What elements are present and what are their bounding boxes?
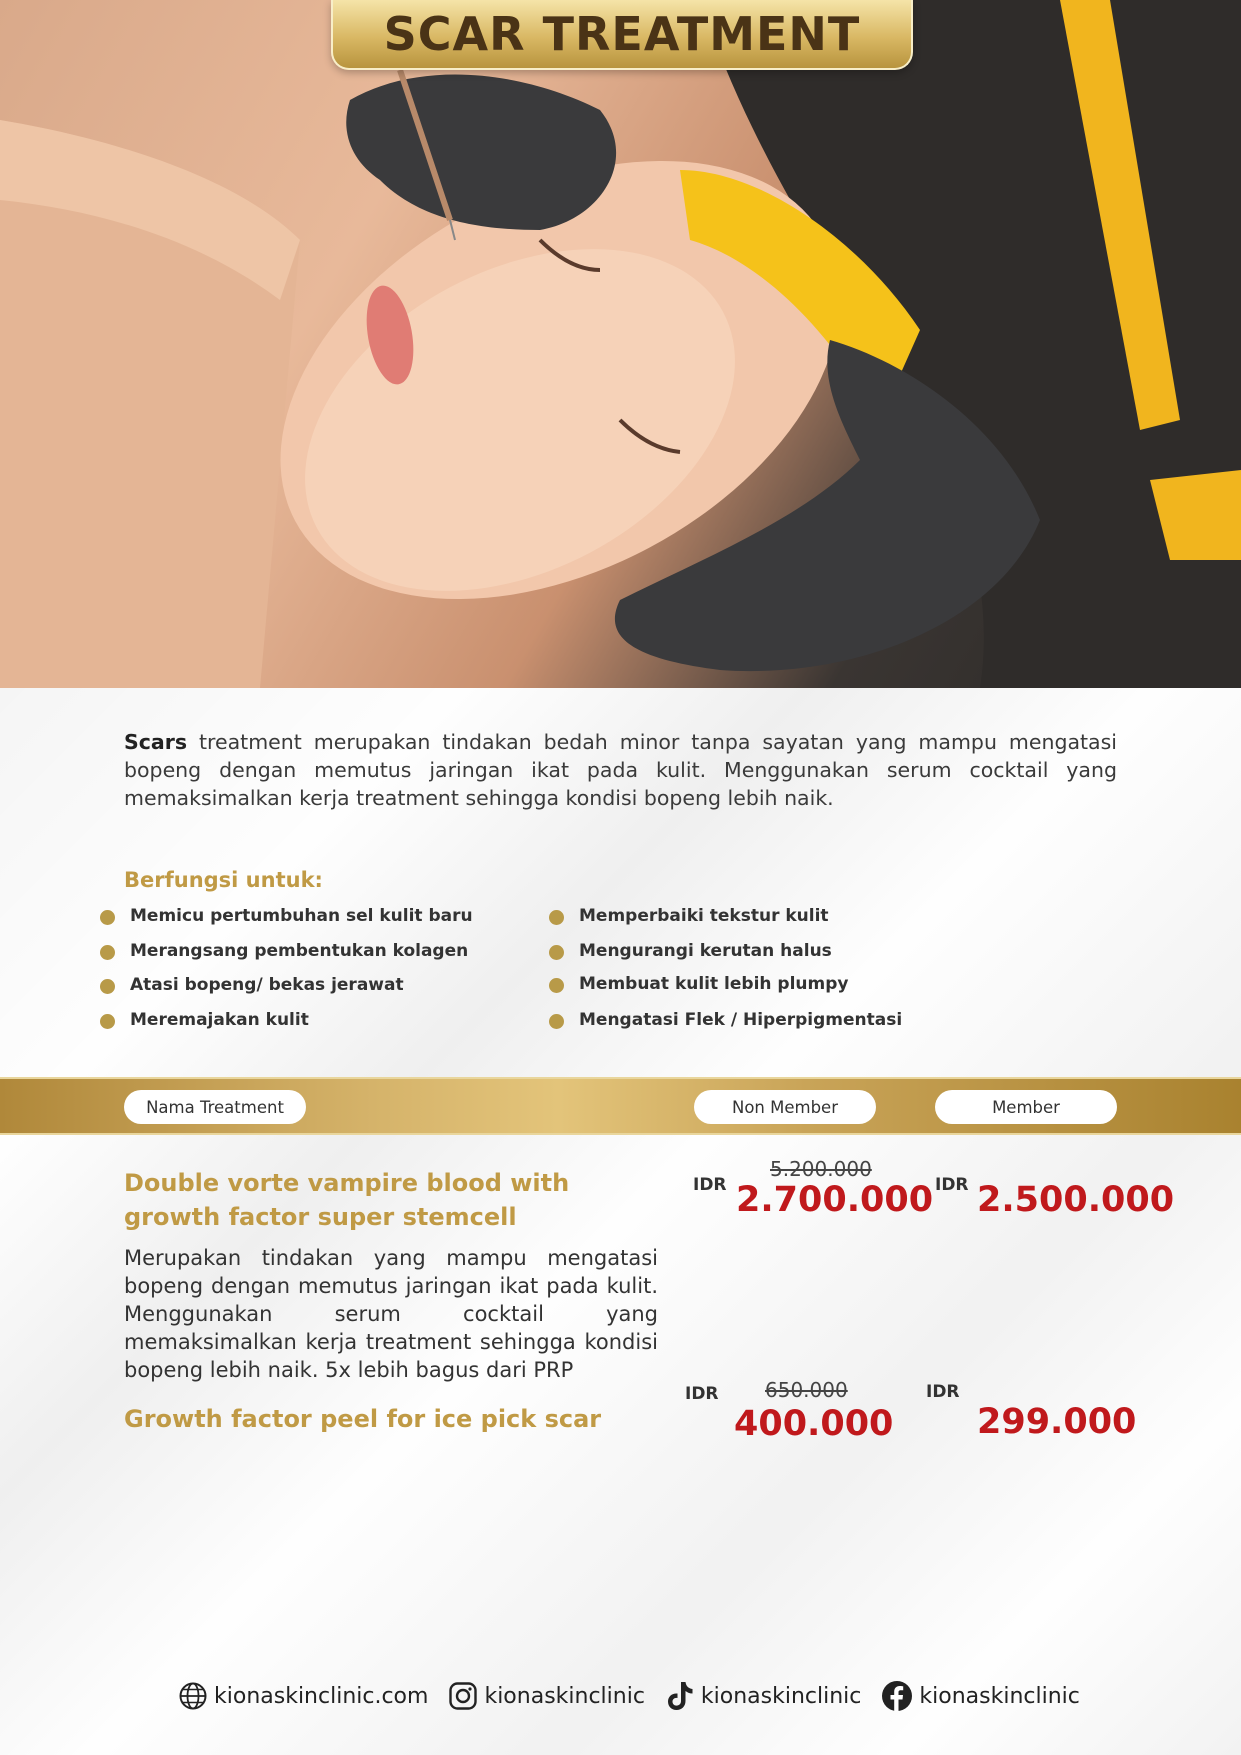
instagram-icon	[448, 1681, 478, 1711]
instagram-text: kionaskinclinic	[484, 1683, 645, 1709]
benefit-item	[549, 941, 902, 974]
non-member-price: 2.700.000	[736, 1180, 934, 1220]
benefit-label: Meremajakan kulit	[130, 1009, 309, 1030]
currency-label: IDR	[935, 1175, 969, 1195]
benefit-item	[100, 975, 473, 1010]
header-treatment-name: Nama Treatment	[124, 1090, 306, 1124]
intro-paragraph	[124, 728, 1117, 812]
intro-lead: Scars	[124, 730, 188, 754]
tiktok-icon	[665, 1680, 695, 1712]
old-price: 650.000	[765, 1378, 848, 1402]
treatment-name-line: Growth factor peel for ice pick scar	[124, 1405, 602, 1433]
non-member-price: 400.000	[734, 1404, 894, 1444]
benefit-label: Merangsang pembentukan kolagen	[130, 940, 469, 961]
page-title: SCAR TREATMENT	[383, 7, 861, 61]
benefit-label: Memicu pertumbuhan sel kulit baru	[130, 906, 473, 926]
benefits-list-right	[549, 906, 902, 1044]
benefit-item	[549, 906, 902, 941]
currency-label: IDR	[926, 1382, 960, 1402]
instagram-link[interactable]	[448, 1681, 644, 1711]
benefit-item	[100, 941, 473, 976]
benefit-item	[100, 1010, 473, 1045]
treatment-name-line: Double vorte vampire blood with	[124, 1169, 570, 1197]
treatment-name	[124, 1402, 601, 1436]
title-banner	[331, 0, 913, 70]
facebook-text: kionaskinclinic	[919, 1683, 1080, 1709]
hero-photo	[0, 0, 1241, 688]
currency-label: IDR	[685, 1384, 719, 1404]
member-price: 2.500.000	[977, 1180, 1175, 1220]
price-table-header	[0, 1077, 1241, 1135]
currency-label: IDR	[693, 1175, 727, 1195]
bullet-icon	[100, 979, 115, 994]
benefit-label: Mengurangi kerutan halus	[579, 940, 832, 961]
tiktok-link[interactable]	[665, 1680, 861, 1712]
bullet-icon	[100, 945, 115, 960]
benefit-label: Atasi bopeng/ bekas jerawat	[130, 975, 404, 995]
old-price: 5.200.000	[770, 1157, 872, 1181]
bullet-icon	[100, 1014, 115, 1029]
footer-contacts	[178, 1678, 1100, 1714]
globe-icon	[178, 1681, 208, 1711]
benefit-item	[549, 1010, 902, 1045]
member-price: 299.000	[977, 1402, 1137, 1442]
website-link[interactable]	[178, 1681, 428, 1711]
facebook-icon	[881, 1680, 913, 1712]
treatment-name-line: growth factor super stemcell	[124, 1203, 517, 1231]
bullet-icon	[549, 910, 564, 925]
bullet-icon	[549, 1014, 564, 1029]
bullet-icon	[100, 910, 115, 925]
bullet-icon	[549, 945, 564, 960]
treatment-photo-illustration	[0, 0, 1241, 688]
bullet-icon	[549, 978, 564, 993]
tiktok-text: kionaskinclinic	[700, 1683, 862, 1709]
benefit-label: Membuat kulit lebih plumpy	[579, 973, 849, 994]
intro-text: treatment merupakan tindakan bedah minor tanpa sayatan yang mampu mengatasi bopeng dengan memutus jaringan ikat pada kulit. Menggunakan serum cocktail yang memaksimalkan kerja treatment sehingga kondisi bopeng lebih naik.	[124, 730, 1117, 810]
benefits-list-left	[100, 906, 473, 1044]
benefit-label: Mengatasi Flek / Hiperpigmentasi	[579, 1009, 903, 1030]
treatment-name	[124, 1166, 569, 1234]
header-non-member: Non Member	[694, 1090, 876, 1124]
website-text: kionaskinclinic.com	[214, 1683, 429, 1709]
benefit-item	[100, 906, 473, 941]
treatment-description: Merupakan tindakan yang mampu mengatasi bopeng dengan memutus jaringan ikat pada kulit. Menggunakan serum cocktail yang memaksimalkan kerja treatment sehingga kondisi bopeng lebih naik. 5x lebih bagus dari PRP	[124, 1246, 658, 1382]
facebook-link[interactable]	[881, 1680, 1079, 1712]
benefit-label: Memperbaiki tekstur kulit	[579, 906, 829, 926]
benefit-item	[549, 974, 902, 1010]
header-member: Member	[935, 1090, 1117, 1124]
benefits-title: Berfungsi untuk:	[124, 868, 323, 892]
